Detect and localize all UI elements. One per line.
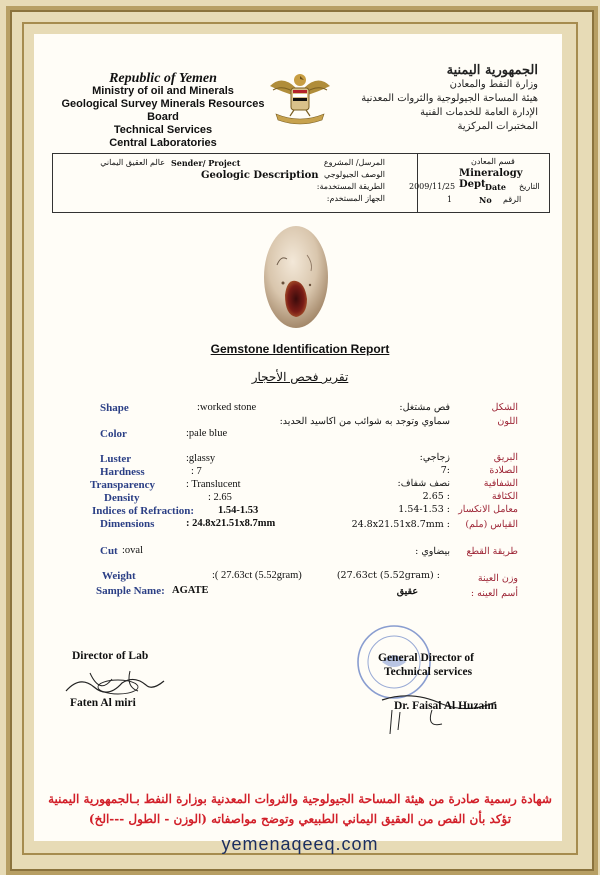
luster-label-ar: البريق xyxy=(493,452,518,463)
transparency-label-ar: الشفافية xyxy=(483,478,518,489)
refraction-label: Indices of Refraction: xyxy=(92,505,195,517)
geologic-label-ar: الوصف الجيولوجي xyxy=(324,170,385,179)
header-board-ar: هيئة المساحة الجيولوجية والثروات المعدنية xyxy=(361,93,538,104)
sender-label-ar: المرسل/ المشروع xyxy=(323,158,385,167)
shape-label-ar: الشكل xyxy=(491,402,518,413)
general-director-name: Dr. Faisal Al Huzaim xyxy=(394,700,498,712)
number-label-ar: الرقم xyxy=(503,195,522,204)
number-value: 1 xyxy=(447,195,453,204)
color-label-ar: اللون xyxy=(497,416,518,427)
color-value: :pale blue xyxy=(186,428,228,439)
weight-value: :( 27.63ct (5.52gram) xyxy=(212,570,302,581)
refraction-value-ar: 1.54-1.53 : xyxy=(398,504,450,515)
transparency-value: : Translucent xyxy=(186,479,241,490)
weight-value-ar: (27.63ct (5.52gram) : xyxy=(336,570,440,581)
sample-info-box xyxy=(52,153,550,213)
luster-value: :glassy xyxy=(186,453,216,464)
director-lab-title: Director of Lab xyxy=(72,650,149,662)
device-label-ar: الجهاز المستخدم: xyxy=(326,194,385,203)
dimensions-label: Dimensions xyxy=(100,518,155,530)
density-label-ar: الكثافة xyxy=(491,491,518,502)
density-value-ar: 2.65 : xyxy=(422,491,450,502)
cut-value-ar: بيضاوي : xyxy=(415,546,450,557)
header-services-en: Technical Services xyxy=(113,124,213,136)
sender-value: عالم العقيق اليماني xyxy=(100,158,165,167)
header-ministry-ar: وزارة النفط والمعادن xyxy=(449,79,538,90)
shape-label: Shape xyxy=(100,402,129,414)
cut-value: :oval xyxy=(122,545,143,556)
agate-gemstone-image xyxy=(263,225,329,330)
english-header xyxy=(48,72,278,150)
general-director-title-line1: General Director of xyxy=(378,652,475,664)
date-label-ar: التاريخ xyxy=(519,182,540,191)
dimensions-label-ar: القياس (ملم) xyxy=(465,519,518,530)
header-republic-ar: الجمهورية اليمنية xyxy=(446,63,538,78)
director-lab-signature-icon xyxy=(60,665,170,701)
header-ministry-en: Ministry of oil and Minerals xyxy=(92,85,234,97)
yemen-eagle-emblem-icon xyxy=(268,66,332,132)
header-services-ar: الإدارة العامة للخدمات الفنية xyxy=(420,107,538,118)
sample-name-label-ar: أسم العينه : xyxy=(470,588,518,599)
director-lab-name: Faten Al miri xyxy=(70,697,136,709)
sample-name-value: AGATE xyxy=(172,585,209,596)
arabic-header xyxy=(328,64,538,134)
color-value-ar: سماوي وتوجد به شوائب من اكاسيد الحديد: xyxy=(279,416,450,427)
geologic-label-en: Geologic Description xyxy=(201,170,319,181)
hardness-value: : 7 xyxy=(191,466,202,477)
report-title-en: Gemstone Identification Report xyxy=(210,342,390,356)
general-director-title-line2: Technical services xyxy=(384,666,473,678)
cut-label: Cut xyxy=(100,545,118,557)
density-value: : 2.65 xyxy=(208,492,232,503)
dept-label-en: Mineralogy Dept xyxy=(459,168,523,190)
sample-name-value-ar: عقيق xyxy=(396,586,418,597)
date-label-en: Date xyxy=(485,182,506,192)
number-label-en: No xyxy=(479,195,492,205)
website-link[interactable]: yemenaqeeq.com xyxy=(221,834,379,854)
hardness-value-ar: 7: xyxy=(440,465,450,476)
color-label: Color xyxy=(100,428,127,440)
report-title-ar: تقرير فحص الأحجار xyxy=(251,370,349,384)
refraction-label-ar: معامل الانكسار xyxy=(458,504,518,515)
header-labs-ar: المختبرات المركزية xyxy=(457,121,538,132)
footer-line-2: تؤكد بأن الفص من العقيق اليماني الطبيعي وتوضح مواصفاته (الوزن - الطول ---الخ) xyxy=(88,812,512,826)
dept-label-ar: قسم المعادن xyxy=(471,157,515,166)
header-republic-en: Republic of Yemen xyxy=(109,71,217,86)
hardness-label-ar: الصلادة xyxy=(489,465,518,476)
shape-value: :worked stone xyxy=(197,402,257,413)
sender-label-en: Sender/ Project xyxy=(171,158,241,168)
shape-value-ar: فص مشتغل: xyxy=(399,402,450,413)
transparency-value-ar: نصف شفاف: xyxy=(397,478,450,489)
dimensions-value-ar: 24.8x21.51x8.7mm : xyxy=(351,519,450,530)
hardness-label: Hardness xyxy=(100,466,145,478)
footer-line-1: شهادة رسمية صادرة من هيئة المساحة الجيولوجية والثروات المعدنية بوزارة النفط بـالجمهورية اليمنية xyxy=(48,792,552,806)
sender-row xyxy=(324,158,385,167)
luster-value-ar: زجاجي: xyxy=(419,452,450,463)
header-labs-en: Central Laboratories xyxy=(109,137,217,149)
sample-info-right xyxy=(409,154,547,212)
luster-label: Luster xyxy=(100,453,132,465)
date-value: 2009/11/25 xyxy=(409,182,456,191)
weight-label-ar: وزن العينة xyxy=(477,573,518,584)
sample-info-left xyxy=(53,154,393,212)
transparency-label: Transparency xyxy=(90,479,155,491)
header-board-en: Geological Survey Minerals Resources Board xyxy=(61,98,265,123)
density-label: Density xyxy=(104,492,140,504)
sample-name-label: Sample Name: xyxy=(96,585,165,597)
method-label-ar: الطريقة المستخدمة: xyxy=(316,182,385,191)
weight-label: Weight xyxy=(102,570,136,582)
refraction-value: 1.54-1.53 xyxy=(218,505,259,516)
cut-label-ar: طريقة القطع xyxy=(466,546,518,557)
dimensions-value: : 24.8x21.51x8.7mm xyxy=(186,518,276,529)
